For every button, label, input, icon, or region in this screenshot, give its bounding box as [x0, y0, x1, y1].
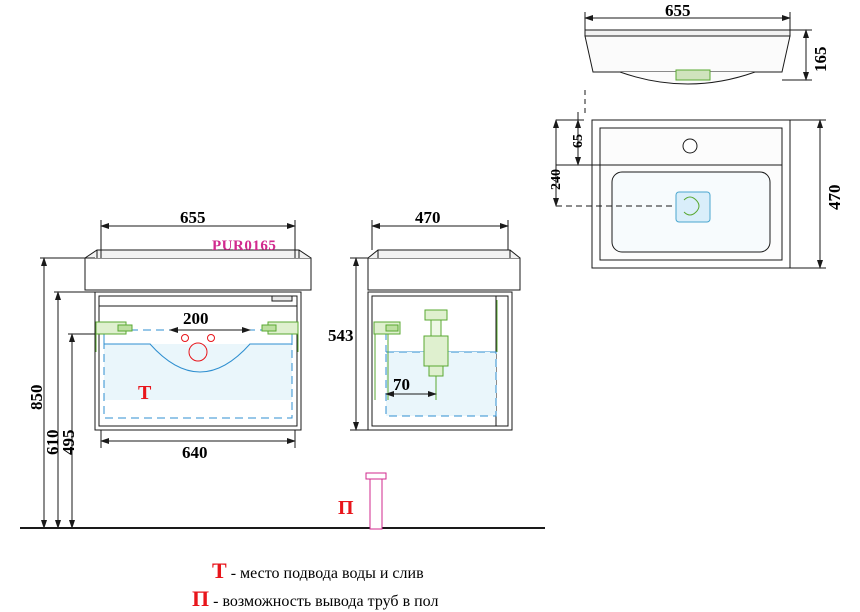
legend-text-p: - возможность вывода труб в пол	[213, 593, 439, 610]
legend-symbol-t: Т	[212, 558, 227, 583]
legend-row-t	[212, 558, 424, 584]
dim-side-height: 543	[328, 326, 354, 345]
marker-t-front: Т	[138, 382, 152, 404]
legend-row-p	[192, 586, 438, 612]
dim-front-width-inner: 640	[182, 443, 208, 462]
dim-basin-tap-offset: 65	[571, 134, 586, 148]
product-code: PUR0165	[212, 238, 277, 254]
legend-text-t: - место подвода воды и слив	[230, 565, 424, 582]
legend-symbol-p: П	[192, 586, 210, 611]
dim-basin-drain-offset: 240	[549, 169, 564, 190]
dim-basin-depth: 470	[825, 184, 844, 210]
dim-side-depth: 470	[415, 208, 441, 227]
dim-height-cabinet-bottom: 495	[59, 429, 78, 455]
dim-height-total: 850	[27, 384, 46, 410]
dim-front-basin-center: 200	[183, 309, 209, 328]
dim-height-cabinet-top: 610	[43, 429, 62, 455]
marker-p-floor: П	[338, 497, 354, 519]
dim-basin-height: 165	[811, 46, 830, 72]
dim-side-offset: 70	[393, 375, 410, 394]
dim-front-width-outer: 655	[180, 208, 206, 227]
dim-basin-width: 655	[665, 1, 691, 20]
